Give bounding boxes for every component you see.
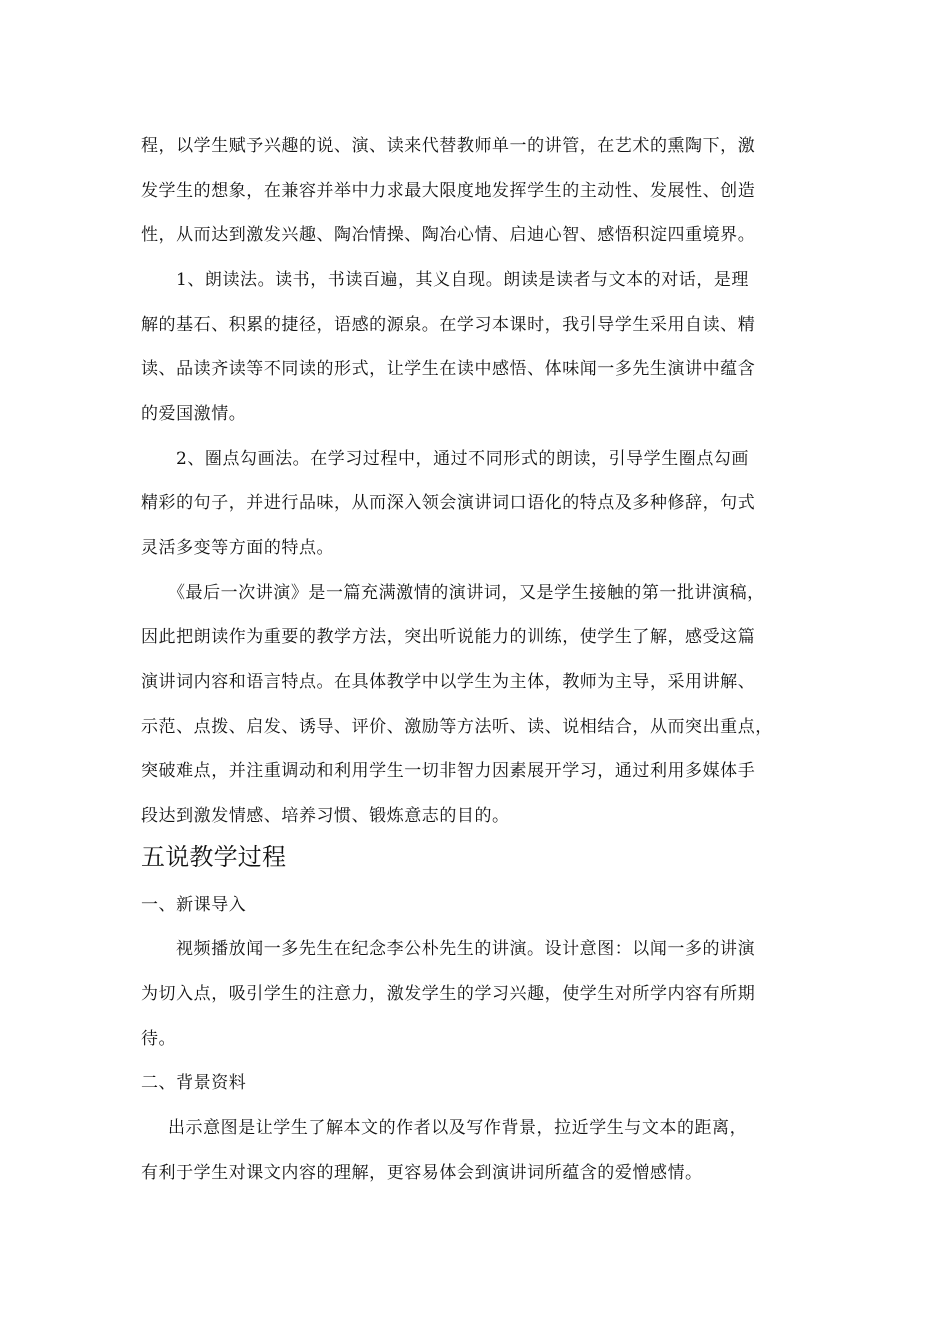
paragraph-line: 程，以学生赋予兴趣的说、演、读来代替教师单一的讲管，在艺术的熏陶下，激: [141, 136, 756, 156]
paragraph-line: 灵活多变等方面的特点。: [141, 538, 335, 558]
paragraph-line: 待。: [141, 1029, 177, 1049]
paragraph-line: 示范、点拨、启发、诱导、评价、激励等方法听、读、说相结合，从而突出重点，: [141, 717, 773, 737]
paragraph-line: 为切入点，吸引学生的注意力，激发学生的学习兴趣，使学生对所学内容有所期: [141, 984, 756, 1004]
paragraph-line: 2、圈点勾画法。在学习过程中，通过不同形式的朗读，引导学生圈点勾画: [176, 449, 749, 469]
subsection-heading: 二、背景资料: [141, 1073, 247, 1093]
paragraph-line: 突破难点，并注重调动和利用学生一切非智力因素展开学习，通过利用多媒体手: [141, 761, 756, 781]
paragraph-line: 《最后一次讲演》是一篇充满激情的演讲词，又是学生接触的第一批讲演稿，: [168, 583, 765, 603]
paragraph-line: 解的基石、积累的捷径，语感的源泉。在学习本课时，我引导学生采用自读、精: [141, 315, 756, 335]
paragraph-line: 性，从而达到激发兴趣、陶冶情操、陶冶心情、启迪心智、感悟积淀四重境界。: [141, 225, 756, 245]
subsection-heading: 一、新课导入: [141, 895, 247, 915]
paragraph-line: 发学生的想象，在兼容并举中力求最大限度地发挥学生的主动性、发展性、创造: [141, 181, 756, 201]
paragraph-line: 读、品读齐读等不同读的形式，让学生在读中感悟、体味闻一多先生演讲中蕴含: [141, 359, 756, 379]
section-heading: 五说教学过程: [141, 843, 287, 871]
paragraph-line: 有利于学生对课文内容的理解，更容易体会到演讲词所蕴含的爱憎感情。: [141, 1163, 703, 1183]
paragraph-line: 因此把朗读作为重要的教学方法，突出听说能力的训练，使学生了解，感受这篇: [141, 627, 756, 647]
paragraph-line: 演讲词内容和语言特点。在具体教学中以学生为主体，教师为主导，采用讲解、: [141, 672, 756, 692]
paragraph-line: 视频播放闻一多先生在纪念李公朴先生的讲演。设计意图：以闻一多的讲演: [176, 939, 756, 959]
paragraph-line: 段达到激发情感、培养习惯、锻炼意志的目的。: [141, 806, 510, 826]
paragraph-line: 精彩的句子，并进行品味，从而深入领会演讲词口语化的特点及多种修辞，句式: [141, 493, 756, 513]
paragraph-line: 出示意图是让学生了解本文的作者以及写作背景，拉近学生与文本的距离，: [168, 1118, 748, 1138]
paragraph-line: 1、朗读法。读书，书读百遍，其义自现。朗读是读者与文本的对话，是理: [176, 270, 749, 290]
paragraph-line: 的爱国激情。: [141, 404, 247, 424]
